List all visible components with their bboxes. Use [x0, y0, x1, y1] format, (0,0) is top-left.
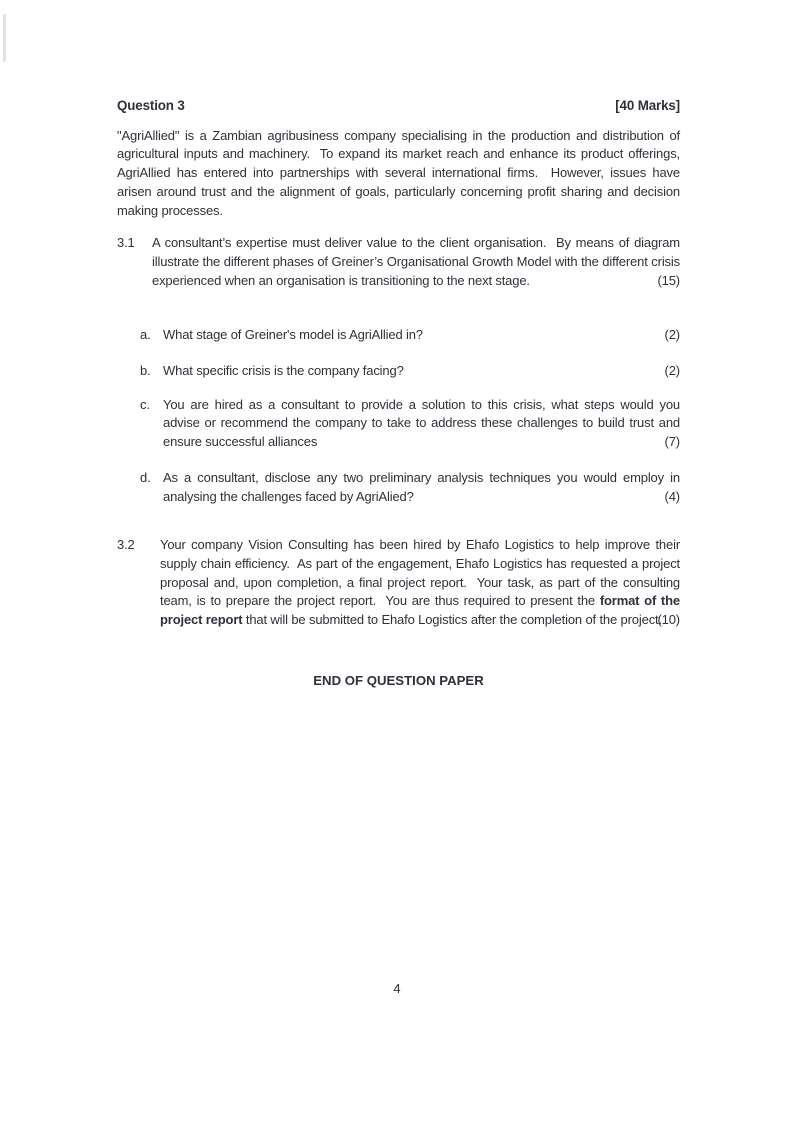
sub-question-text: You are hired as a consultant to provide a solution to this crisis, what steps would you advise or recommend the company to take to address these challenges to build trust and ensure successful alliances — [163, 396, 680, 450]
sub-question-letter: a. — [140, 327, 151, 343]
question-total-marks: [40 Marks] — [615, 98, 680, 113]
sub-question-marks: (7) — [664, 434, 680, 450]
question-marks: (10) — [657, 612, 680, 628]
sub-question-b — [140, 362, 680, 381]
question-marks: (15) — [657, 272, 680, 288]
question-number: 3.1 — [117, 235, 135, 251]
intro-paragraph: "AgriAllied" is a Zambian agribusiness company specialising in the production and distribution of agricultural inputs and machinery. To expand its market reach and enhance its product offerings, AgriAllied has entered into partnerships with several international firms. However, issues have arisen around trust and the alignment of goals, particularly concerning profit sharing and decision making processes. — [117, 127, 680, 218]
page-number: 4 — [393, 981, 401, 996]
sub-question-a — [140, 326, 680, 345]
question-title: Question 3 — [117, 98, 185, 113]
question-text-before-bold: Your company Vision Consulting has been hired by Ehafo Logistics to help improve their supply chain efficiency. As part of the engagement, Ehafo Logistics has requested a project proposal and, upon completion, a final project report. Your task, as part of the consulting team, is to prepare the project report. You are thus required to present the — [160, 537, 680, 609]
scan-artifact-line — [3, 14, 6, 62]
sub-question-text: As a consultant, disclose any two preliminary analysis techniques you would employ in analysing the challenges faced by AgriAlied? — [163, 469, 680, 504]
sub-question-text: What stage of Greiner's model is AgriAllied in? — [163, 327, 423, 343]
question-paper-page — [117, 97, 680, 690]
sub-question-d — [140, 469, 680, 506]
sub-question-letter: d. — [140, 469, 151, 485]
question-3-2 — [117, 536, 680, 630]
question-number: 3.2 — [117, 537, 135, 553]
sub-question-marks: (2) — [664, 363, 680, 379]
sub-question-text: What specific crisis is the company facing? — [163, 363, 404, 379]
sub-question-marks: (4) — [664, 488, 680, 504]
sub-question-marks: (2) — [664, 327, 680, 343]
sub-question-c — [140, 396, 680, 452]
question-3-1 — [117, 234, 680, 290]
question-header — [117, 97, 680, 116]
question-text — [160, 536, 680, 630]
end-of-question-paper-label: END OF QUESTION PAPER — [313, 672, 484, 688]
question-text-after-bold: that will be submitted to Ehafo Logistics after the completion of the project. — [242, 612, 662, 628]
sub-question-letter: b. — [140, 363, 151, 379]
question-text: A consultant’s expertise must deliver value to the client organisation. By means of diagram illustrate the different phases of Greiner’s Organisational Growth Model with the different crisis experienced when an organisation is transitioning to the next stage. — [152, 235, 680, 288]
sub-question-letter: c. — [140, 396, 150, 412]
question-text-bold: format of the project report — [160, 593, 680, 628]
